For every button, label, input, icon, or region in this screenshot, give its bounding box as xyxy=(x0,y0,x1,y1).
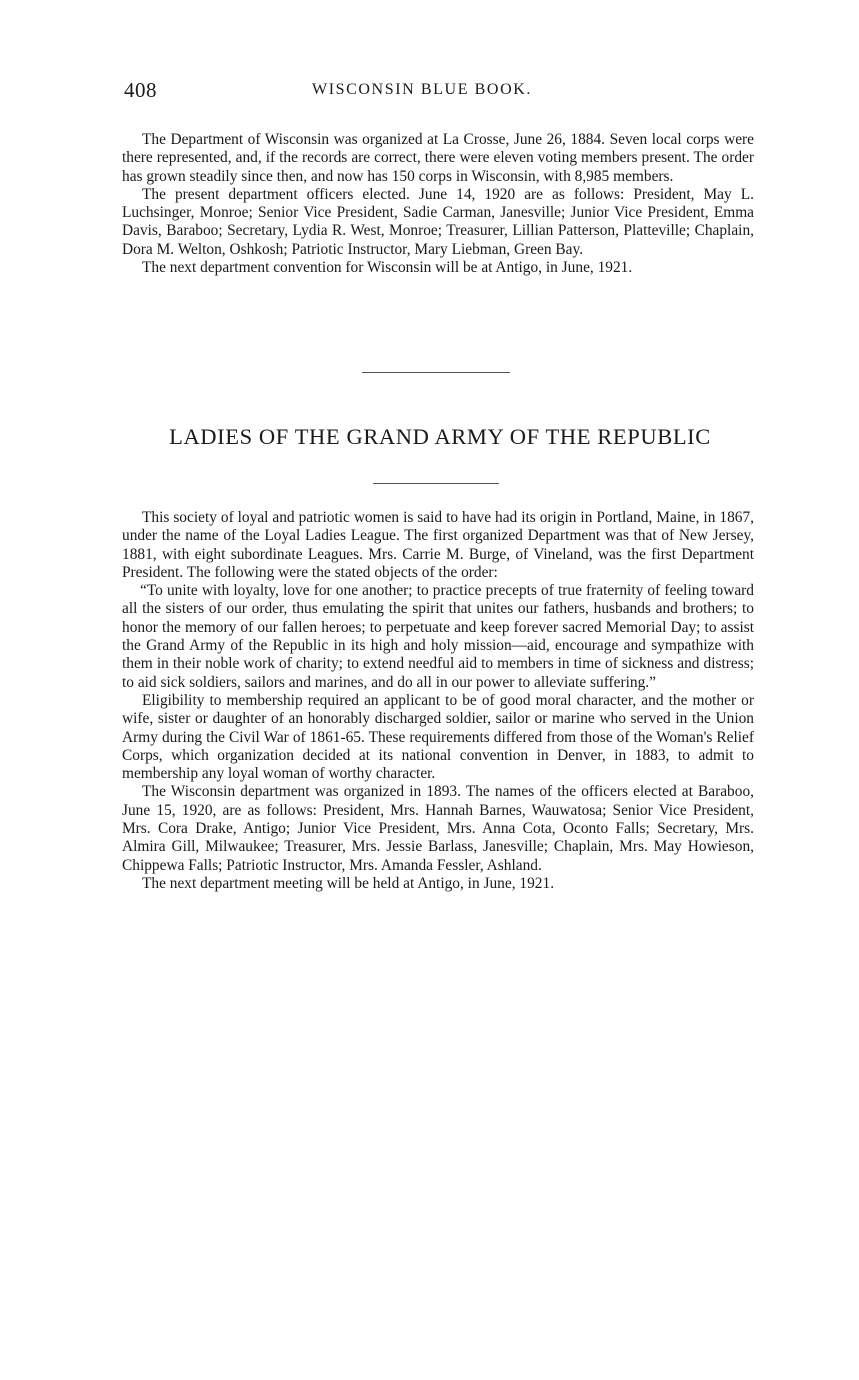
paragraph-objects-quote: “To unite with loyalty, love for one another; to practice precepts of true fraternity of feeling toward all the sisters of our order, thus emulating the spirit that unites our fathers, husbands and brothers; to honor the memory of our fallen heroes; to perpetuate and keep forever sacred Memorial Day; to assist the Grand Army of the Republic in its high and holy mission—aid, encourage and sympathize with them in their noble work of charity; to extend needful aid to members in time of sickness and distress; to aid sick soldiers, sailors and marines, and do all in our power to alleviate suffering.” xyxy=(122,582,754,691)
paragraph-origin: This society of loyal and patriotic women is said to have had its origin in Portland, Maine, in 1867, under the name of the Loyal Ladies League. The first organized Department was that of New Jersey, 1881, with eight subordinate Leagues. Mrs. Carrie M. Burge, of Vineland, was the first Department President. The following were the stated objects of the order: xyxy=(122,509,754,581)
section-divider xyxy=(362,372,510,373)
running-head: WISCONSIN BLUE BOOK. xyxy=(312,81,532,98)
paragraph-next-convention: The next department convention for Wisconsin will be at Antigo, in June, 1921. xyxy=(142,259,633,277)
title-underline xyxy=(373,483,499,484)
page-number: 408 xyxy=(124,78,157,102)
paragraph-eligibility: Eligibility to membership required an applicant to be of good moral character, and the mother or wife, sister or daughter of an honorably discharged soldier, sailor or marine who served in the Union Army during the Civil War of 1861-65. These requirements differed from those of the Woman's Relief Corps, which organization decided at its national convention in Denver, in 1883, to admit to membership any loyal woman of worthy character. xyxy=(122,691,754,783)
paragraph-wisconsin-officers: The Wisconsin department was organized in 1893. The names of the officers elected at Baraboo, June 15, 1920, are as follows: President, Mrs. Hannah Barnes, Wauwatosa; Senior Vice President, Mrs. Cora Drake, Antigo; Junior Vice President, Mrs. Anna Cota, Oconto Falls; Secretary, Mrs. Almira Gill, Milwaukee; Treasurer, Mrs. Jessie Barlass, Janesville; Chaplain, Mrs. May Howieson, Chippewa Falls; Patriotic Instructor, Mrs. Amanda Fessler, Ashland. xyxy=(122,783,754,874)
paragraph-next-meeting: The next department meeting will be held at Antigo, in June, 1921. xyxy=(142,874,555,892)
page-header xyxy=(124,78,754,104)
paragraph-organization: The Department of Wisconsin was organized at La Crosse, June 26, 1884. Seven local corps were there represented, and, if the records are correct, there were eleven voting members present. The order has grown steadily since then, and now has 150 corps in Wisconsin, with 8,985 members. xyxy=(122,131,754,185)
ladies-gar-section xyxy=(122,509,754,893)
paragraph-officers: The present department officers elected. June 14, 1920 are as follows: President, May L. Luchsinger, Monroe; Senior Vice President, Sadie Carman, Janesville; Junior Vice President, Emma Davis, Baraboo; Secretary, Lydia R. West, Monroe; Treasurer, Lillian Patterson, Platteville; Chaplain, Dora M. Welton, Oshkosh; Patriotic Instructor, Mary Liebman, Green Bay. xyxy=(122,185,754,258)
department-of-wisconsin-section xyxy=(122,131,754,277)
section-title: LADIES OF THE GRAND ARMY OF THE REPUBLIC xyxy=(169,424,711,449)
